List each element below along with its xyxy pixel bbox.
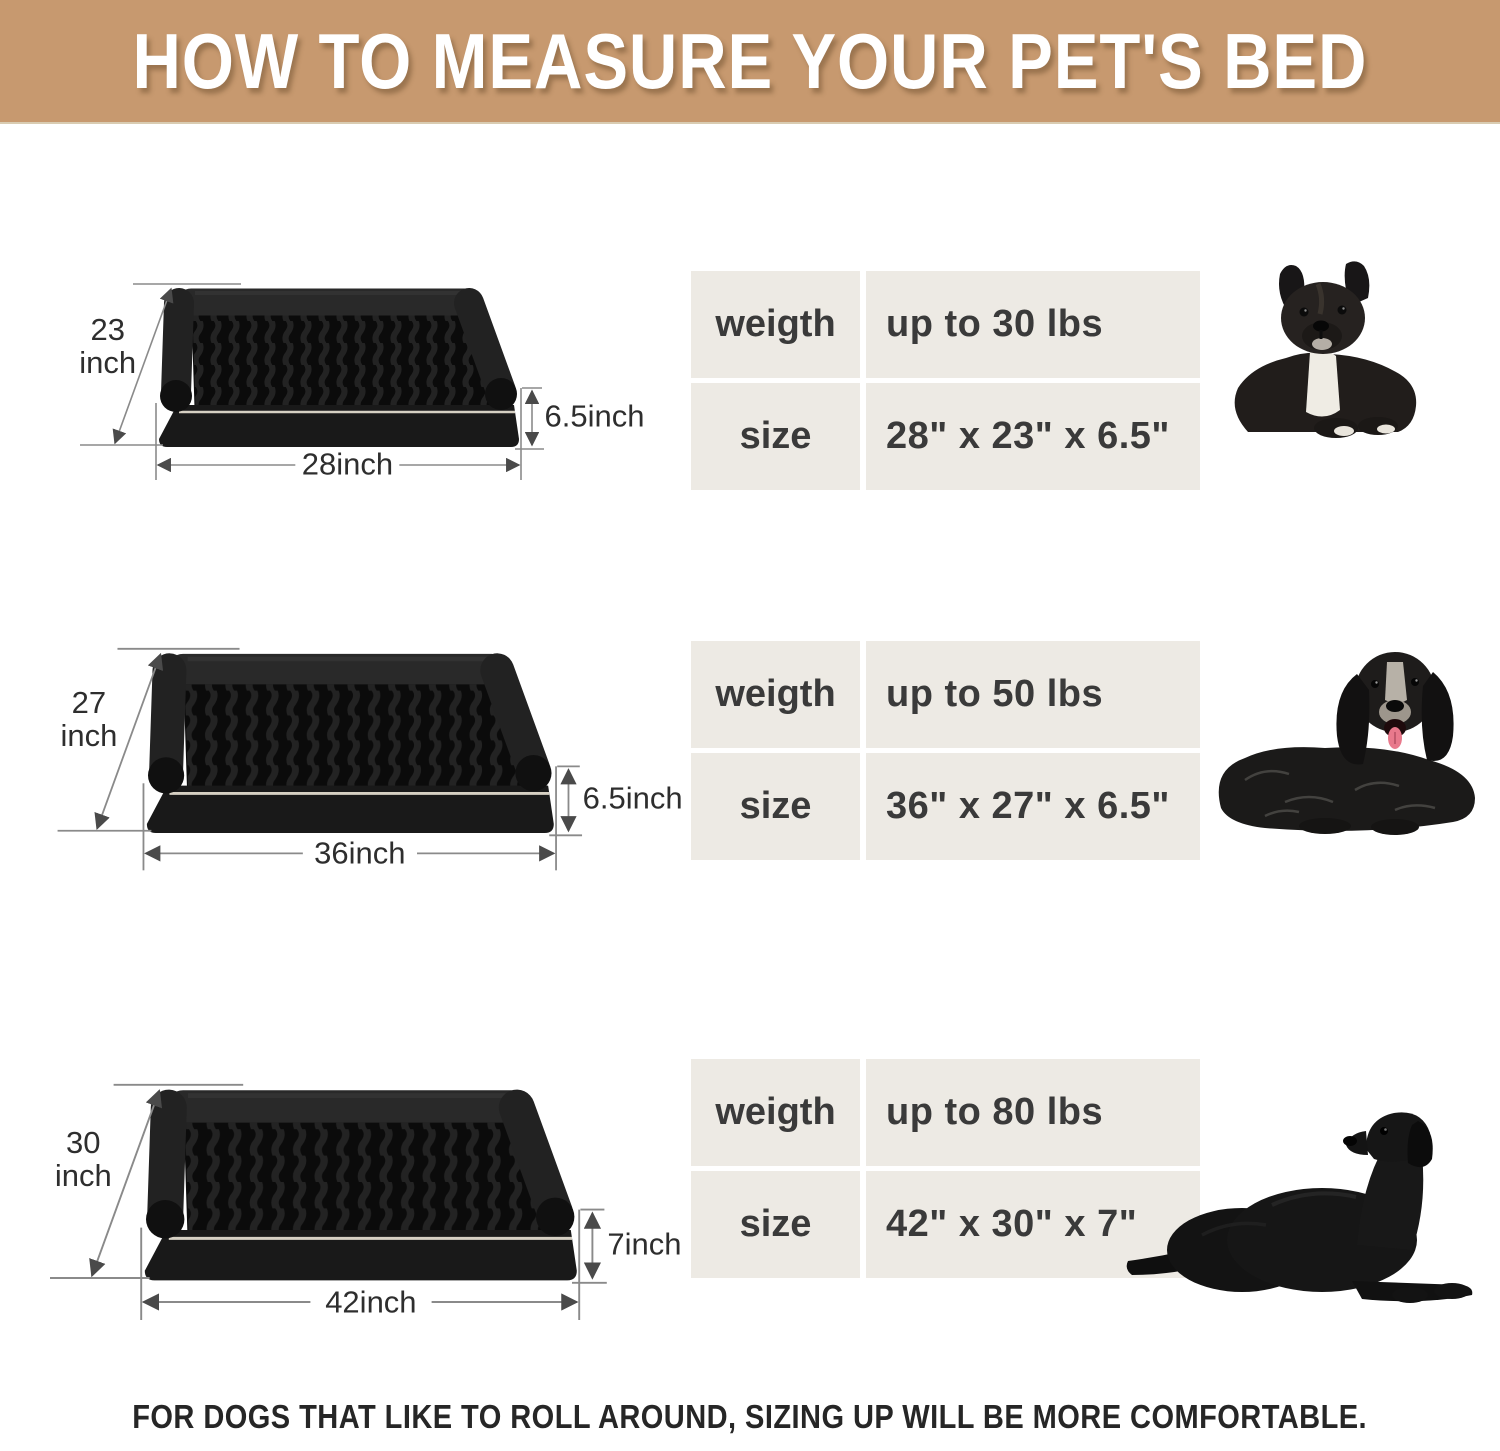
width-dimension-label: 28inch (296, 449, 399, 482)
weight-label: weigth (691, 641, 860, 748)
french-bulldog-image (1218, 260, 1433, 440)
title-banner (0, 0, 1500, 124)
black-labrador-image (1122, 1085, 1497, 1307)
size-label: size (691, 383, 860, 490)
dimension-lines (80, 284, 544, 480)
bed-shape (145, 1096, 577, 1281)
bed-illustration (8, 1050, 680, 1326)
black-labrador-illustration (1122, 1085, 1497, 1307)
weight-value: up to 50 lbs (866, 641, 1200, 748)
height-dimension-label: 6.5inch (544, 398, 645, 434)
footer-note-text: FOR DOGS THAT LIKE TO ROLL AROUND, SIZING UP WILL BE MORE COMFORTABLE. (132, 1398, 1368, 1435)
size-value: 28" x 23" x 6.5" (866, 383, 1200, 490)
weight-value: up to 30 lbs (866, 271, 1200, 378)
depth-dimension-label: 30 inch (54, 1125, 112, 1194)
bed-diagram-small (45, 255, 645, 485)
bed-illustration (45, 255, 605, 485)
weight-value: up to 80 lbs (866, 1059, 1200, 1166)
cocker-spaniel-illustration (1205, 640, 1490, 835)
width-dimension-label: 42inch (319, 1286, 422, 1319)
height-dimension-label: 6.5inch (582, 780, 683, 816)
size-value: 36" x 27" x 6.5" (866, 753, 1200, 860)
weight-label: weigth (691, 271, 860, 378)
french-bulldog-illustration (1218, 260, 1433, 440)
size-label: size (691, 1171, 860, 1278)
height-dimension-label: 7inch (607, 1226, 682, 1262)
dimension-lines (50, 1085, 607, 1320)
spec-table-medium (691, 641, 1200, 860)
bed-diagram-large (8, 1050, 680, 1326)
width-dimension-label: 36inch (308, 837, 411, 870)
bed-illustration (18, 616, 651, 876)
weight-label: weigth (691, 1059, 860, 1166)
page-title: HOW TO MEASURE YOUR PET'S BED (132, 16, 1368, 105)
bed-shape (159, 293, 519, 447)
size-label: size (691, 753, 860, 860)
bed-shape (147, 659, 554, 833)
cocker-spaniel-image (1205, 640, 1490, 835)
depth-dimension-label: 23 inch (79, 312, 137, 380)
depth-dimension-label: 27 inch (60, 685, 118, 753)
spec-table-small (691, 271, 1200, 490)
footer-note (0, 1398, 1500, 1436)
size-value: 42" x 30" x 7" (866, 1171, 1200, 1278)
bed-diagram-medium (18, 616, 683, 876)
dimension-lines (58, 649, 582, 871)
